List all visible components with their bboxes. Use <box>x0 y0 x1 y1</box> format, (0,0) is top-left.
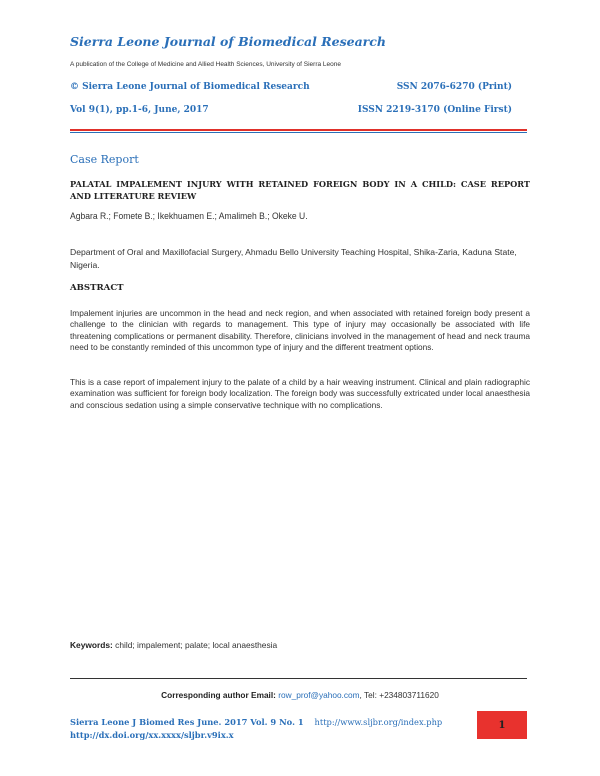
article-title: PALATAL IMPALEMENT INJURY WITH RETAINED FOREIGN BODY IN A CHILD: CASE REPORT AND LITERATURE REVIEW <box>70 179 530 201</box>
section-label: Case Report <box>70 153 139 166</box>
abstract-paragraph-1: Impalement injuries are uncommon in the head and neck region, and when associated with retained foreign body present a challenge to the clinician with regards to management. This type of injury may occasionally be associated with life threatening complications or permanent disability. Therefore, clinicians involved in the management of head and neck trauma need to be constantly reminded of this uncommon type of injury and the different treatment options. <box>70 308 530 353</box>
doi-link[interactable]: http://dx.doi.org/xx.xxxx/sljbr.v9ix.x <box>70 730 234 740</box>
keywords-label: Keywords: <box>70 640 113 650</box>
header-divider-red <box>70 129 527 131</box>
corresponding-label: Corresponding author Email: <box>161 690 276 700</box>
journal-url-link[interactable]: http://www.sljbr.org/index.php <box>314 717 443 727</box>
author-email-link[interactable]: row_prof@yahoo.com <box>278 690 360 700</box>
author-phone: , Tel: +234803711620 <box>359 690 439 700</box>
footer-citation: Sierra Leone J Biomed Res June. 2017 Vol. 9 No. 1 <box>70 717 304 727</box>
footer-divider <box>70 678 527 679</box>
corresponding-author <box>0 690 600 700</box>
page-number: 1 <box>477 711 527 739</box>
header-divider-blue <box>70 132 527 133</box>
publication-note: A publication of the College of Medicine and Allied Health Sciences, University of Sierra Leone <box>70 61 341 68</box>
keywords-list: child; impalement; palate; local anaesthesia <box>115 640 278 650</box>
volume-info: Vol 9(1), pp.1-6, June, 2017 <box>70 105 209 115</box>
issn-online: ISSN 2219-3170 (Online First) <box>357 105 512 115</box>
abstract-heading: ABSTRACT <box>70 283 124 293</box>
issn-print: SSN 2076-6270 (Print) <box>396 82 512 92</box>
author-list: Agbara R.; Fomete B.; Ikekhuamen E.; Amalimeh B.; Okeke U. <box>70 211 308 222</box>
abstract-paragraph-2: This is a case report of impalement injury to the palate of a child by a hair weaving instrument. Clinical and plain radiographic examination was sufficient for foreign body localization. The foreign body was successfully extricated under local anaesthesia and conscious sedation using a simple conservative technique with no complications. <box>70 377 530 410</box>
affiliation: Department of Oral and Maxillofacial Surgery, Ahmadu Bello University Teaching Hospital, Shika-Zaria, Kaduna State, Nigeria. <box>70 247 517 270</box>
copyright-line: © Sierra Leone Journal of Biomedical Research <box>70 82 310 92</box>
keywords <box>70 640 277 650</box>
footer-citation-line <box>70 717 442 727</box>
journal-title: Sierra Leone Journal of Biomedical Research <box>70 34 386 49</box>
